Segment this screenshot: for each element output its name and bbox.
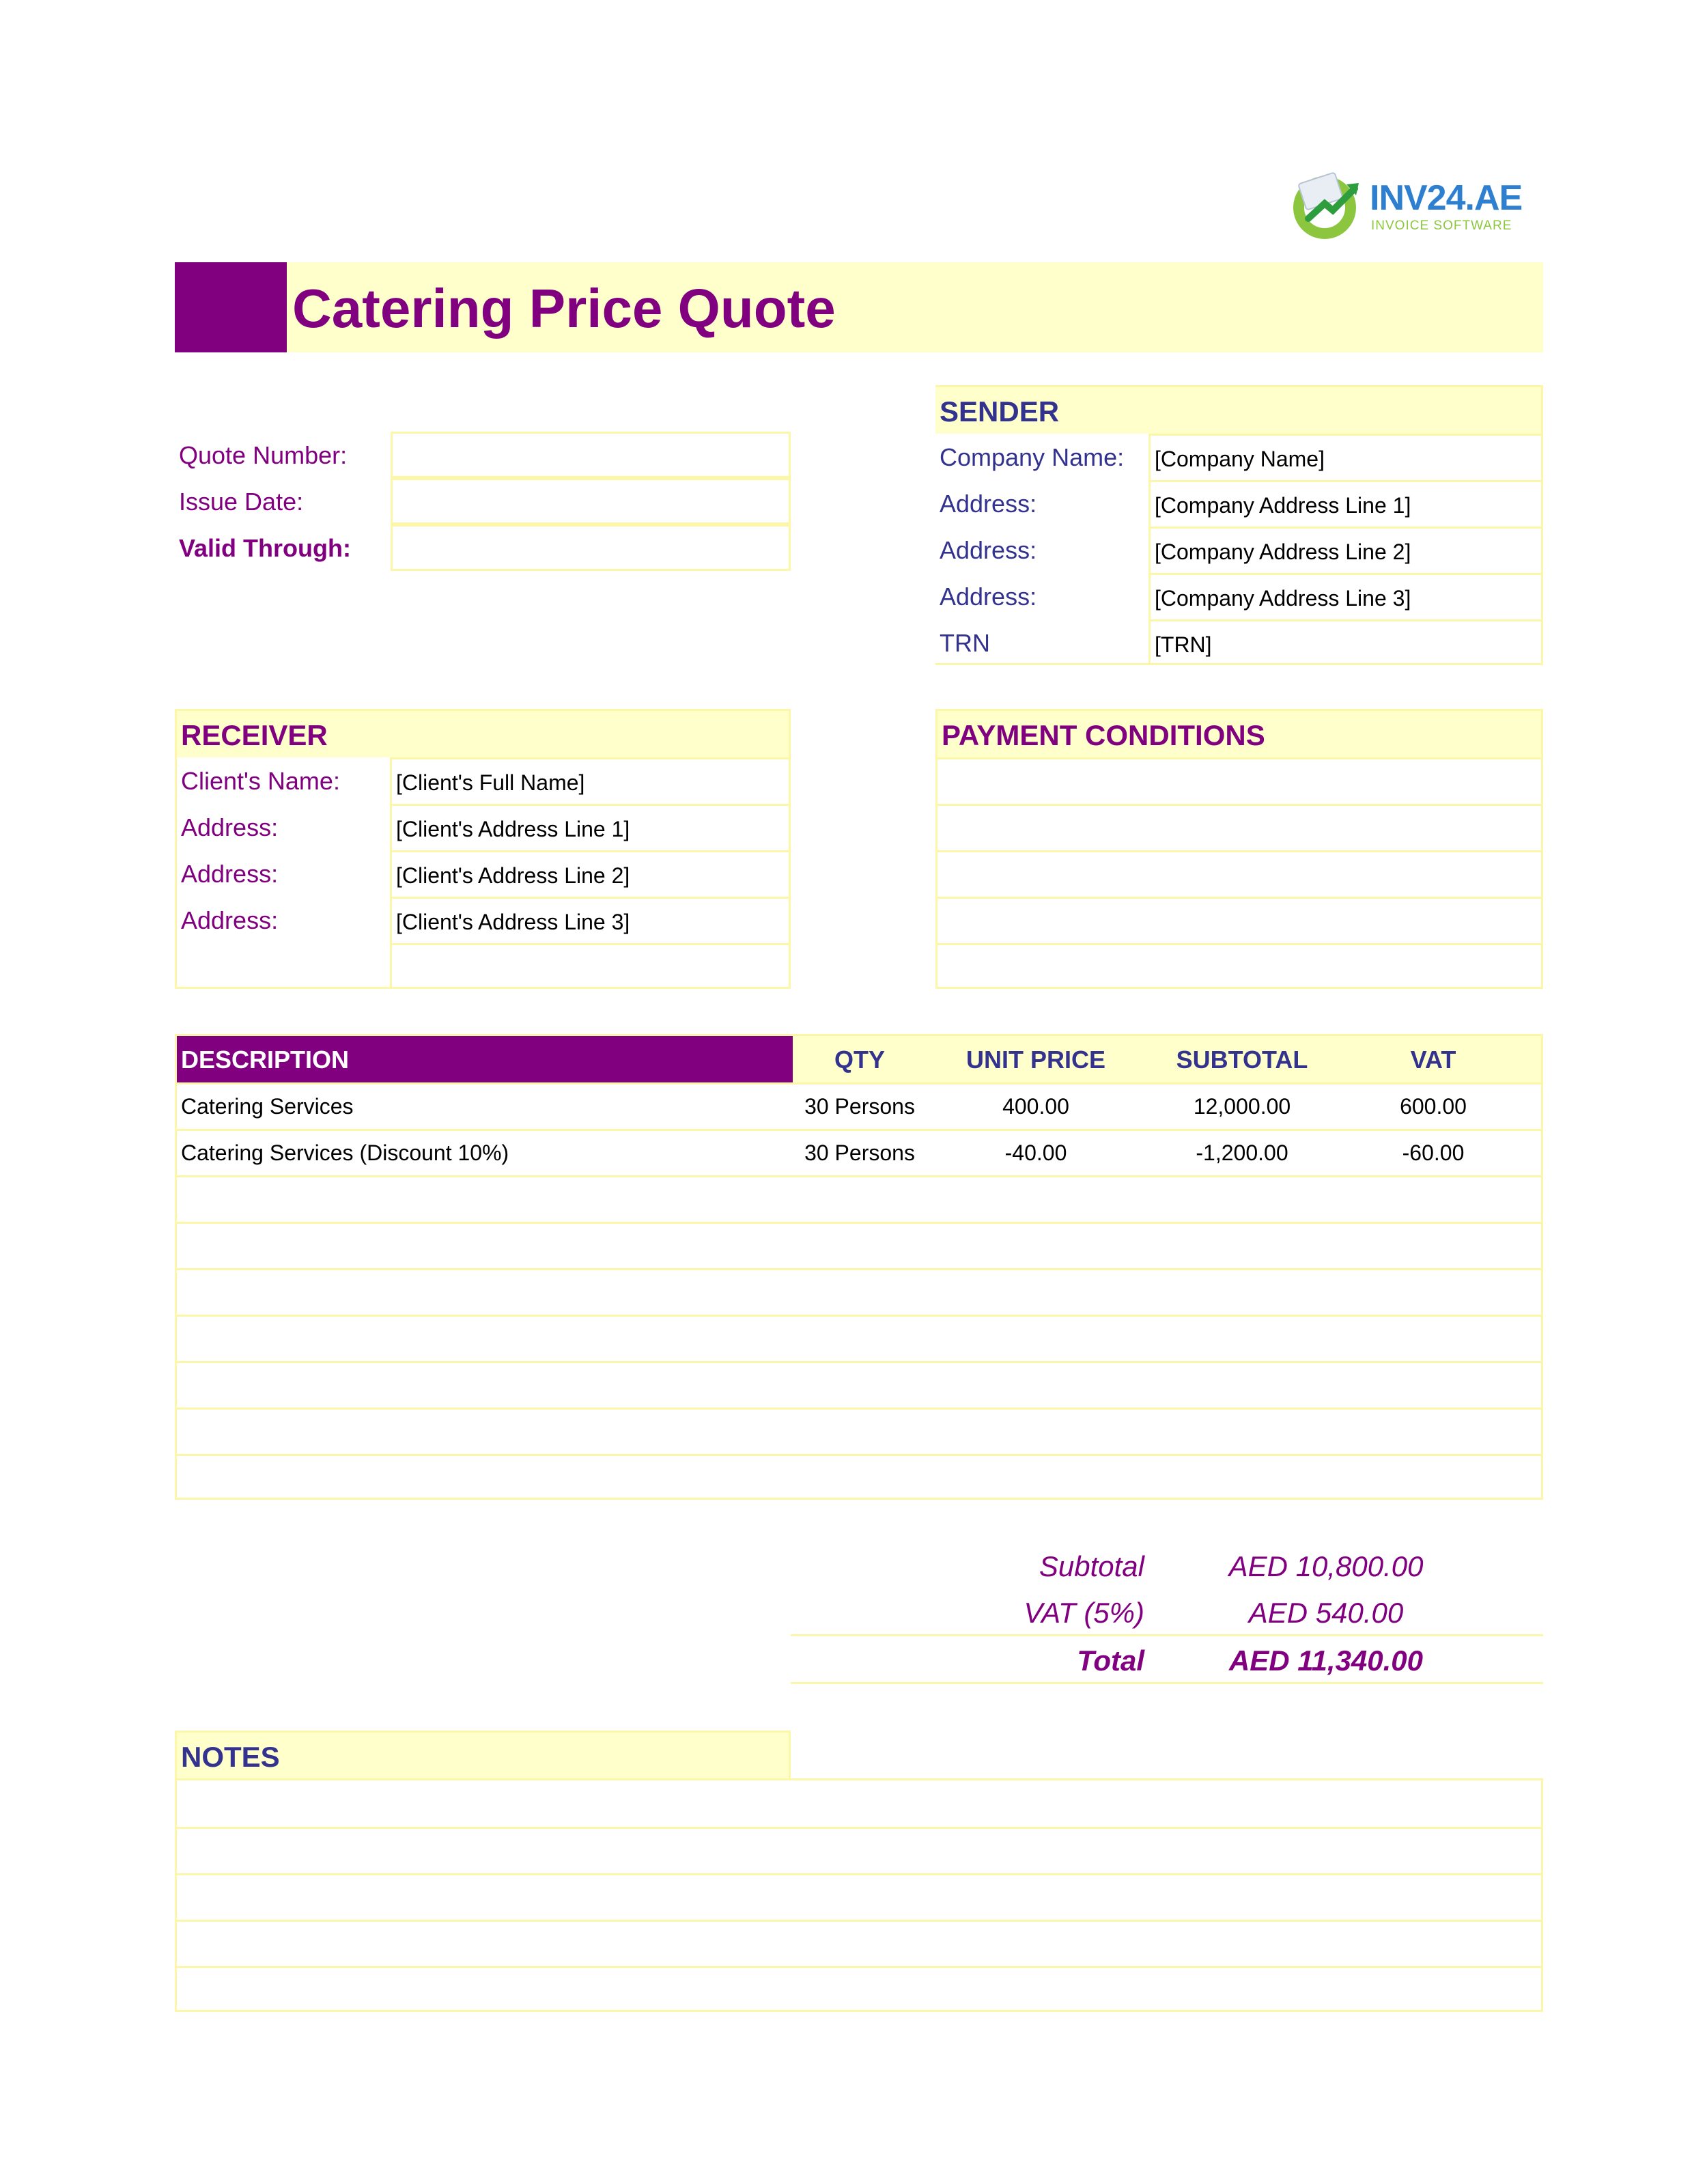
table-row[interactable] xyxy=(177,1222,1541,1268)
title-accent-block xyxy=(175,262,287,352)
unit-price-header: UNIT PRICE xyxy=(965,1046,1105,1074)
sender-row xyxy=(935,434,1541,480)
description-header-cell xyxy=(177,1036,793,1082)
issue-date-row xyxy=(175,478,791,524)
qty-header: QTY xyxy=(834,1046,885,1074)
notes-line[interactable] xyxy=(177,1966,1541,2010)
issue-date-field[interactable] xyxy=(391,478,791,524)
table-row[interactable] xyxy=(177,1082,1541,1129)
item-subtotal: 12,000.00 xyxy=(1193,1094,1291,1119)
item-qty: 30 Persons xyxy=(804,1094,915,1119)
receiver-value-cell[interactable] xyxy=(390,757,789,804)
vat-row xyxy=(791,1590,1543,1636)
sender-row xyxy=(935,619,1541,666)
receiver-value: [Client's Address Line 1] xyxy=(396,817,630,841)
title-banner xyxy=(175,262,1543,352)
receiver-row xyxy=(177,897,789,943)
payment-conditions-line[interactable] xyxy=(937,897,1541,943)
notes-header xyxy=(175,1731,791,1778)
company-logo xyxy=(1289,168,1521,240)
item-vat: 600.00 xyxy=(1400,1094,1467,1119)
payment-conditions-line[interactable] xyxy=(937,757,1541,804)
receiver-value-cell[interactable] xyxy=(390,897,789,943)
table-row[interactable] xyxy=(177,1454,1541,1499)
quote-number-label: Quote Number: xyxy=(179,441,348,469)
item-unit-price: -40.00 xyxy=(1004,1140,1067,1165)
total-row xyxy=(791,1636,1543,1684)
payment-conditions-section xyxy=(935,709,1543,989)
sender-label: Company Name: xyxy=(940,443,1125,471)
vat-label: VAT (5%) xyxy=(1024,1597,1144,1629)
sender-heading: SENDER xyxy=(940,395,1060,428)
notes-line[interactable] xyxy=(177,1873,1541,1920)
quote-number-row xyxy=(175,432,791,478)
receiver-value: [Client's Address Line 2] xyxy=(396,863,630,888)
receiver-value-cell[interactable] xyxy=(390,943,789,987)
subtotal-header: SUBTOTAL xyxy=(1176,1046,1308,1074)
receiver-row xyxy=(177,804,789,850)
receiver-value-cell[interactable] xyxy=(390,850,789,897)
receiver-value-cell[interactable] xyxy=(390,804,789,850)
receiver-header xyxy=(177,711,789,757)
payment-conditions-header xyxy=(937,711,1541,757)
subtotal-row xyxy=(791,1543,1543,1590)
logo-mark-icon xyxy=(1289,168,1364,240)
sender-row xyxy=(935,573,1541,619)
table-row[interactable] xyxy=(177,1408,1541,1454)
table-row[interactable] xyxy=(177,1175,1541,1222)
item-description: Catering Services (Discount 10%) xyxy=(181,1140,509,1165)
sender-label: Address: xyxy=(940,583,1037,611)
valid-through-field[interactable] xyxy=(391,524,791,571)
payment-conditions-line[interactable] xyxy=(937,850,1541,897)
sender-value-cell[interactable] xyxy=(1148,573,1541,619)
sender-value-cell[interactable] xyxy=(1148,434,1541,480)
receiver-label: Address: xyxy=(181,860,279,888)
sender-value-cell[interactable] xyxy=(1148,619,1541,665)
sender-section xyxy=(935,385,1543,665)
table-row[interactable] xyxy=(177,1315,1541,1361)
receiver-row xyxy=(177,943,789,987)
item-vat: -60.00 xyxy=(1402,1140,1465,1165)
item-subtotal: -1,200.00 xyxy=(1196,1140,1288,1165)
notes-line[interactable] xyxy=(177,1827,1541,1873)
sender-label: Address: xyxy=(940,490,1037,518)
receiver-section xyxy=(175,709,791,989)
valid-through-row xyxy=(175,524,791,571)
notes-line[interactable] xyxy=(177,1780,1541,1827)
logo-brand-text: INV24.AE xyxy=(1370,178,1523,218)
sender-value: [Company Address Line 1] xyxy=(1155,493,1411,518)
sender-value: [Company Address Line 2] xyxy=(1155,540,1411,564)
sender-value: [TRN] xyxy=(1155,632,1212,657)
sender-value: [Company Address Line 3] xyxy=(1155,586,1411,611)
sender-row xyxy=(935,480,1541,527)
item-qty: 30 Persons xyxy=(804,1140,915,1165)
valid-through-label: Valid Through: xyxy=(179,534,351,562)
description-header: DESCRIPTION xyxy=(181,1046,350,1074)
item-unit-price: 400.00 xyxy=(1002,1094,1069,1119)
notes-heading: NOTES xyxy=(181,1741,280,1773)
receiver-row xyxy=(177,850,789,897)
notes-body xyxy=(175,1778,1543,2012)
subtotal-value: AED 10,800.00 xyxy=(1228,1550,1424,1582)
payment-conditions-line[interactable] xyxy=(937,943,1541,987)
table-row[interactable] xyxy=(177,1129,1541,1175)
receiver-value: [Client's Address Line 3] xyxy=(396,910,630,934)
receiver-row xyxy=(177,757,789,804)
vat-value: AED 540.00 xyxy=(1248,1597,1404,1629)
sender-row xyxy=(935,527,1541,573)
items-table xyxy=(175,1034,1543,1500)
total-value: AED 11,340.00 xyxy=(1228,1644,1424,1677)
table-row[interactable] xyxy=(177,1268,1541,1315)
receiver-label: Client's Name: xyxy=(181,767,340,795)
logo-tagline: INVOICE SOFTWARE xyxy=(1371,219,1512,233)
total-label: Total xyxy=(1077,1644,1144,1677)
payment-conditions-line[interactable] xyxy=(937,804,1541,850)
sender-value-cell[interactable] xyxy=(1148,527,1541,573)
sender-header xyxy=(935,387,1541,434)
issue-date-label: Issue Date: xyxy=(179,488,304,516)
quote-info xyxy=(175,432,791,571)
items-table-header xyxy=(177,1036,1541,1082)
sender-value: [Company Name] xyxy=(1155,447,1325,471)
sender-label: TRN xyxy=(940,629,990,657)
quote-number-field[interactable] xyxy=(391,432,791,478)
notes-line[interactable] xyxy=(177,1920,1541,1966)
totals-section xyxy=(791,1543,1543,1684)
receiver-value: [Client's Full Name] xyxy=(396,770,585,795)
receiver-label: Address: xyxy=(181,906,279,934)
table-row[interactable] xyxy=(177,1361,1541,1408)
sender-value-cell[interactable] xyxy=(1148,480,1541,527)
vat-header: VAT xyxy=(1410,1046,1456,1074)
item-description: Catering Services xyxy=(181,1094,354,1119)
payment-conditions-heading: PAYMENT CONDITIONS xyxy=(942,719,1265,751)
receiver-label: Address: xyxy=(181,813,279,841)
page-title: Catering Price Quote xyxy=(292,278,836,339)
sender-label: Address: xyxy=(940,536,1037,564)
subtotal-label: Subtotal xyxy=(1039,1550,1144,1582)
receiver-heading: RECEIVER xyxy=(181,719,328,751)
